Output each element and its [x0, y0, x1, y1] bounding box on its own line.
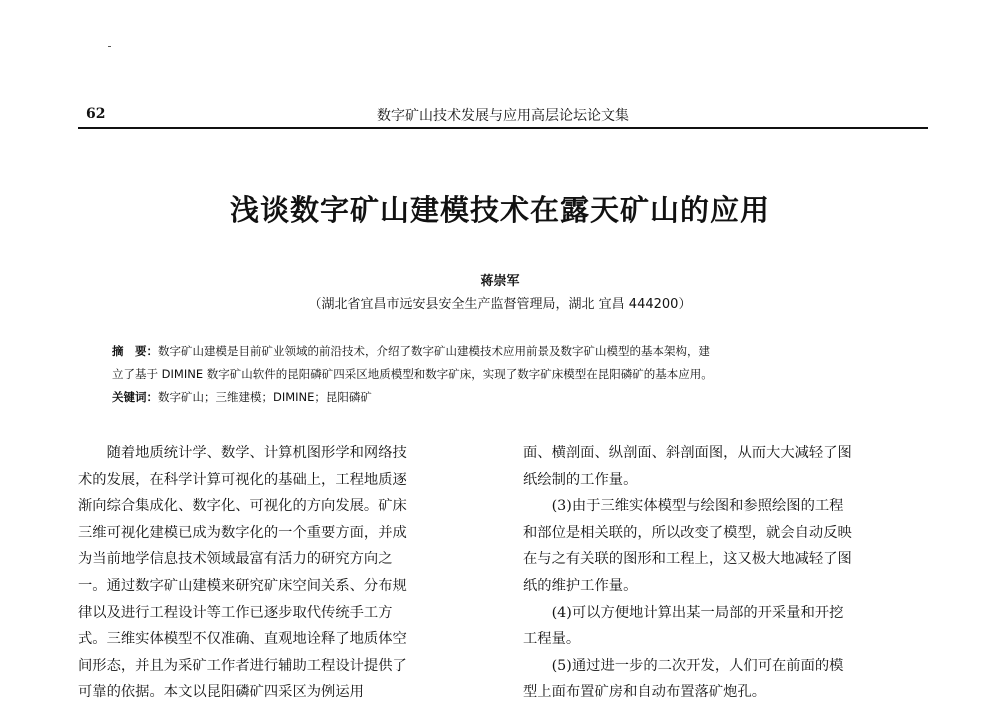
body-line: 在与之有关联的图形和工程上，这又极大地减轻了图: [523, 551, 852, 568]
body-line: (4)可以方便地计算出某一局部的开采量和开挖: [523, 604, 844, 621]
abstract-label: 摘 要：: [112, 344, 158, 358]
running-header: [78, 102, 928, 126]
body-line: 型上面布置矿房和自动布置落矿炮孔。: [523, 684, 767, 701]
body-line: 纸绘制的工作量。: [523, 471, 638, 488]
body-line: (3)由于三维实体模型与绘图和参照绘图的工程: [523, 498, 844, 515]
body-column-right: [523, 440, 933, 706]
body-line: 纸的维护工作量。: [523, 577, 638, 594]
body-line: 随着地质统计学、数学、计算机图形学和网络技: [78, 445, 407, 461]
body-line: 可靠的依据。本文以昆阳磷矿四采区为例运用: [78, 684, 364, 701]
page-number: 62: [86, 106, 106, 122]
header-rule: [78, 127, 928, 129]
body-line: 律以及进行工程设计等工作已逐步取代传统手工方: [78, 604, 393, 621]
abstract-line-1: [112, 340, 932, 363]
keywords-label: 关键词：: [112, 390, 158, 404]
abstract-block: [112, 340, 932, 409]
body-line: 渐向综合集成化、数字化、可视化的方向发展。矿床: [78, 498, 407, 515]
body-line: 间形态，并且为采矿工作者进行辅助工程设计提供了: [78, 657, 407, 674]
body-line: 三维可视化建模已成为数字化的一个重要方面，并成: [78, 524, 407, 541]
body-line: (5)通过进一步的二次开发，人们可在前面的模: [523, 657, 844, 674]
body-line: 和部位是相关联的，所以改变了模型，就会自动反映: [523, 524, 852, 541]
keywords-line: [112, 386, 932, 409]
author-affiliation: （湖北省宜昌市远安县安全生产监督管理局，湖北 宜昌 444200）: [308, 297, 692, 312]
keywords-text: 数字矿山；三维建模；DIMINE；昆阳磷矿: [158, 390, 372, 404]
body-column-left: [78, 440, 490, 706]
body-line: 术的发展，在科学计算可视化的基础上，工程地质逐: [78, 471, 407, 488]
abstract-text-1: 数字矿山建模是目前矿业领域的前沿技术，介绍了数字矿山建模技术应用前景及数字矿山模型的基本架构，建: [158, 344, 710, 358]
journal-title: 数字矿山技术发展与应用高层论坛论文集: [377, 108, 629, 124]
body-line: 面、横剖面、纵剖面、斜剖面图，从而大大减轻了图: [523, 445, 852, 461]
abstract-line-2: 立了基于 DIMINE 数字矿山软件的昆阳磷矿四采区地质模型和数字矿床，实现了数字矿床模型在昆阳磷矿的基本应用。: [112, 367, 713, 381]
body-line: 为当前地学信息技术领域最富有活力的研究方向之: [78, 551, 393, 568]
body-line: 式。三维实体模型不仅准确、直观地诠释了地质体空: [78, 631, 407, 648]
article-title: 浅谈数字矿山建模技术在露天矿山的应用: [229, 193, 770, 227]
body-line: 工程量。: [523, 631, 581, 648]
scan-speck: [108, 46, 111, 47]
author-name: 蒋崇军: [480, 274, 520, 289]
body-line: 一。通过数字矿山建模来研究矿床空间关系、分布规: [78, 577, 407, 594]
